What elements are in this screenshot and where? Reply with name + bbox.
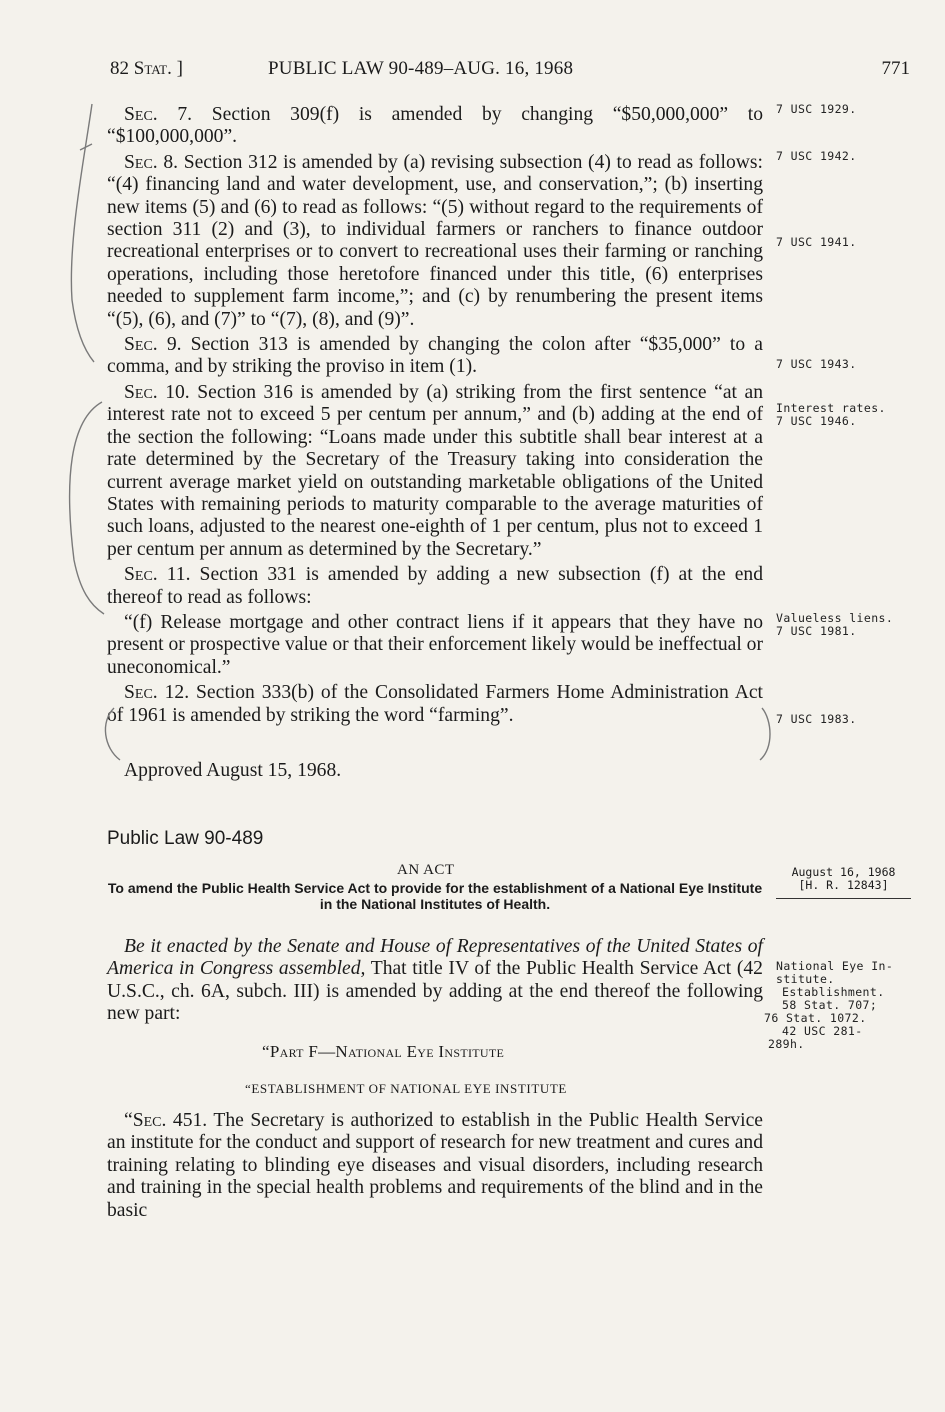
subsection-f: “(f) Release mortgage and other contract liens if it appears that they have no present or prospective value or that their enforcement likely would be ineffectual or uneconomical.” — [107, 611, 763, 678]
an-act-label: AN ACT — [397, 862, 455, 878]
side-date: August 16, 1968 [H. R. 12843] — [791, 865, 896, 892]
pencil-bracket-sec12-left — [105, 708, 120, 760]
section-12: Sec. 12. Section 333(b) of the Consolidated Farmers Home Administration Act of 1961 is amended by striking the word “farming”. — [107, 682, 763, 726]
pencil-bracket-sec12-right — [760, 708, 770, 760]
margin-note-2: 7 USC 1942. — [776, 149, 857, 163]
header-title: PUBLIC LAW 90-489–AUG. 16, 1968 — [268, 58, 574, 79]
margin-note-1: 7 USC 1929. — [776, 102, 857, 116]
margin-note-3: 7 USC 1941. — [776, 235, 857, 249]
act-title: To amend the Public Health Service Act to provide for the establishment of a National Eye Institute in the National Institutes of Health. — [107, 880, 763, 912]
margin-note-4: 7 USC 1943. — [776, 357, 857, 371]
public-law-number: Public Law 90-489 — [107, 828, 264, 849]
pencil-bracket-middle — [70, 402, 104, 614]
sub-heading: “ESTABLISHMENT OF NATIONAL EYE INSTITUTE — [245, 1081, 567, 1096]
part-heading: “Part F—National Eye Institute — [262, 1042, 505, 1061]
section-10: Sec. 10. Section 316 is amended by (a) striking from the first sentence “at an interest rate not to exceed 5 per centum per annum,” and (b) adding at the end of the section the following: “Loans made under this subtitle shall bear interest at a rate determined by the Secretary of the Treasury taking into consideration the current average market yield on outstanding marketable obligations of the United States with remaining periods to maturity comparable to the average maturities of such loans, adjusted to the nearest one-eighth of 1 per centum, plus not to exceed 1 per centum per annum as determined by the Secretary.” — [107, 381, 763, 560]
approved-date: Approved August 15, 1968. — [124, 760, 342, 781]
header-volume: 82 Stat. ] — [110, 58, 183, 79]
section-9: Sec. 9. Section 313 is amended by changing the colon after “$35,000” to a comma, and by striking the proviso in item (1). — [107, 334, 764, 378]
page-number: 771 — [881, 58, 910, 79]
section-11: Sec. 11. Section 331 is amended by adding a new subsection (f) at the end thereof to read as follows: — [107, 564, 763, 608]
margin-note-6: Valueless liens. 7 USC 1981. — [776, 611, 894, 638]
section-7: Sec. 7. Section 309(f) is amended by changing “$50,000,000” to “$100,000,000”. — [107, 104, 764, 148]
enacting-clause: Be it enacted by the Senate and House of Representatives of the United States of America in Congress assembled, That title IV of the Public Health Service Act (42 U.S.C., ch. 6A, subch. III) is amended by adding at the end thereof the following new part: — [107, 936, 763, 1025]
margin-note-5: Interest rates. 7 USC 1946. — [776, 401, 886, 428]
margin-note-7: 7 USC 1983. — [776, 712, 857, 726]
pencil-bracket-top — [71, 104, 94, 362]
section-8: Sec. 8. Section 312 is amended by (a) revising subsection (4) to read as follows: “(4) financing land and water development, use, and conservation,”; (b) inserting new items (5) and (6) to read as follows: “(5) without regard to the requirements of section 311 (2) and (3), to individual farmers or ranchers to finance outdoor recreational enterprises or to convert to recreational uses their farming or ranching operations, including those heretofore financed under this title, (6) enterprises needed to supplement farm income,”; and (c) by renumbering the present items “(5), (6), and (7)” to “(7), (8), and (9)”. — [107, 151, 764, 330]
section-451: “Sec. 451. The Secretary is authorized to establish in the Public Health Service an institute for the conduct and support of research for new treatment and cures and training relating to blinding eye diseases and visual disorders, including research and training in the special health problems and requirements of the blind and in the basic — [107, 1110, 763, 1221]
margin-note-8: National Eye In- stitute. Establishment. 58 Stat. 707; 76 Stat. 1072. 42 USC 281- 289h. — [764, 959, 894, 1051]
